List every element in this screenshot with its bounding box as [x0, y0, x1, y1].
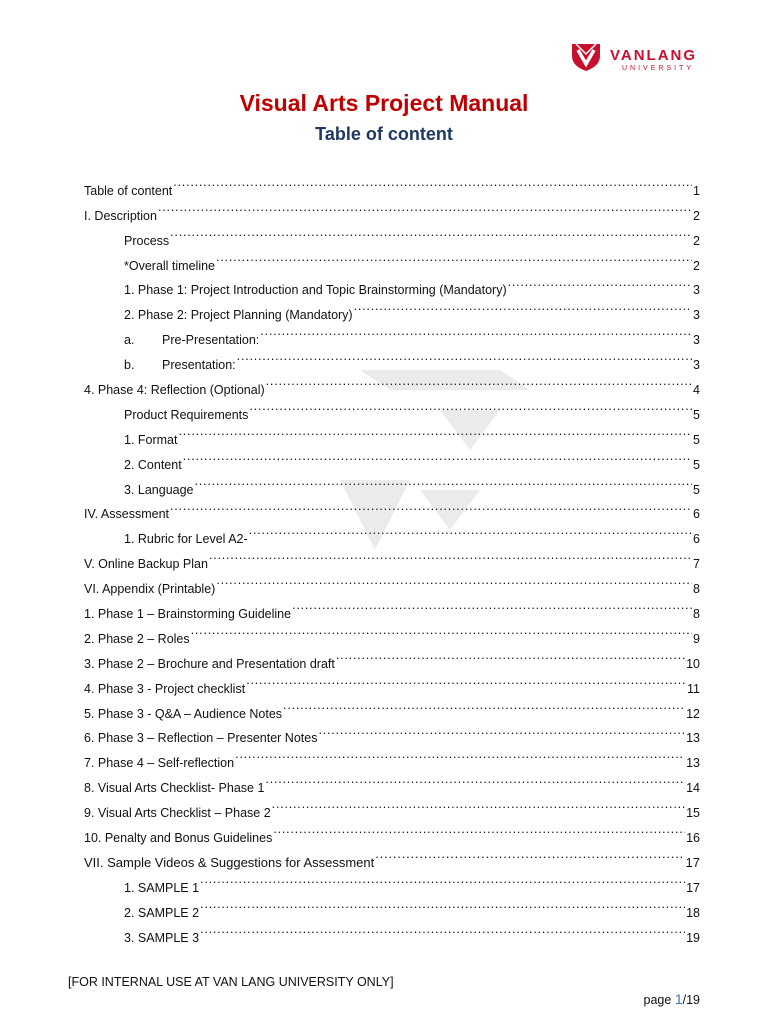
toc-entry-page: 1: [693, 183, 700, 198]
toc-entry-title: 8. Visual Arts Checklist- Phase 1: [84, 781, 265, 796]
toc-entry-page: 6: [693, 507, 700, 522]
toc-dot-leader: [246, 668, 686, 693]
toc-entry-title: 7. Phase 4 – Self-reflection: [84, 756, 235, 771]
toc-entry-title: 2. SAMPLE 2: [124, 905, 200, 920]
toc-dot-leader: [249, 394, 692, 419]
toc-dot-leader: [170, 494, 692, 519]
toc-dot-leader: [292, 593, 692, 618]
toc-entry-title: I. Description: [84, 208, 157, 223]
toc-entry-title: IV. Assessment: [84, 507, 169, 522]
toc-dot-leader: [183, 444, 692, 469]
toc-entry-page: 12: [686, 706, 700, 721]
toc-entry-page: 4: [693, 383, 700, 398]
toc-entry-title: 6. Phase 3 – Reflection – Presenter Notes: [84, 731, 318, 746]
toc-entry-page: 11: [687, 681, 700, 696]
toc-entry-title: 2. Phase 2 – Roles: [84, 631, 190, 646]
toc-entry-title: 3. Phase 2 – Brochure and Presentation draft: [84, 656, 335, 671]
toc-dot-leader: [191, 618, 692, 643]
page-prefix: page: [643, 993, 675, 1007]
toc-dot-leader: [216, 245, 692, 270]
toc-heading: Table of content: [315, 124, 453, 144]
toc-entry-marker: b.: [124, 358, 135, 373]
logo-name: VANLANG: [610, 47, 698, 64]
toc-entry-page: 8: [693, 607, 700, 622]
toc-dot-leader: [265, 767, 685, 792]
toc-dot-leader: [200, 867, 685, 892]
logo-subtitle: UNIVERSITY: [622, 65, 695, 72]
toc-dot-leader: [266, 369, 692, 394]
toc-entry-title: V. Online Backup Plan: [84, 557, 208, 572]
page-current: 1: [674, 991, 683, 1007]
toc-dot-leader: [237, 344, 692, 369]
toc-dot-leader: [195, 469, 693, 494]
toc-entry-title: Pre-Presentation:: [162, 333, 260, 348]
page-total: /19: [682, 993, 700, 1007]
toc-dot-leader: [272, 792, 685, 817]
toc-entry-page: 2: [693, 208, 700, 223]
toc-entry-title: 2. Phase 2: Project Planning (Mandatory): [124, 308, 353, 323]
shield-logo-icon: [570, 42, 602, 72]
toc-entry-page: 16: [686, 831, 700, 846]
toc-entry-title: Table of content: [84, 183, 173, 198]
toc-entry-page: 14: [686, 781, 700, 796]
toc-dot-leader: [158, 195, 692, 220]
toc-entry-page: 15: [686, 806, 700, 821]
toc-entry[interactable]: [84, 220, 700, 248]
toc-entry-page: 2: [693, 233, 700, 248]
toc-entry-page: 10: [686, 656, 700, 671]
toc-dot-leader: [216, 568, 692, 593]
toc-entry-page: 18: [686, 905, 700, 920]
page-number: [644, 991, 700, 1007]
toc-entry[interactable]: [84, 518, 700, 547]
toc-entry-title: *Overall timeline: [124, 258, 216, 273]
toc-entry-title: 1. Phase 1 – Brainstorming Guideline: [84, 607, 292, 622]
toc-dot-leader: [170, 220, 692, 245]
toc-entry-title: 2. Content: [124, 457, 182, 472]
toc-entry-page: 13: [686, 731, 700, 746]
toc-entry-page: 8: [693, 582, 700, 597]
toc-dot-leader: [508, 270, 692, 295]
toc-dot-leader: [273, 817, 685, 842]
toc-entry-page: 2: [693, 258, 700, 273]
toc-entry[interactable]: [84, 170, 700, 198]
toc-dot-leader: [260, 319, 692, 344]
toc-dot-leader: [318, 718, 685, 743]
toc-entry-title: 1. SAMPLE 1: [124, 880, 200, 895]
toc-entry-title: 3. SAMPLE 3: [124, 930, 200, 945]
toc-entry-page: 3: [693, 308, 700, 323]
toc-dot-leader: [283, 693, 685, 718]
toc-entry-page: 5: [693, 482, 700, 497]
toc-entry-title: 1. Format: [124, 432, 178, 447]
toc-entry-page: 5: [693, 432, 700, 447]
toc-entry-title: VI. Appendix (Printable): [84, 582, 216, 597]
toc-dot-leader: [200, 892, 685, 917]
university-logo: [570, 42, 710, 78]
toc-entry-page: 5: [693, 407, 700, 422]
toc-dot-leader: [173, 170, 692, 195]
toc-entry[interactable]: [84, 195, 700, 223]
toc-dot-leader: [235, 742, 685, 767]
toc-entry-title: 9. Visual Arts Checklist – Phase 2: [84, 806, 271, 821]
toc-entry-title: Product Requirements: [124, 407, 249, 422]
toc-entry[interactable]: [84, 245, 700, 273]
toc-dot-leader: [375, 842, 684, 867]
toc-entry-page: 17: [685, 854, 700, 870]
toc-entry-marker: a.: [124, 333, 135, 348]
toc-entry-page: 3: [693, 333, 700, 348]
toc-entry-title: 10. Penalty and Bonus Guidelines: [84, 831, 273, 846]
toc-entry-title: 3. Language: [124, 482, 194, 497]
toc-entry-title: VII. Sample Videos & Suggestions for Assessment: [84, 854, 375, 870]
toc-entry-page: 17: [686, 880, 700, 895]
toc-dot-leader: [179, 419, 693, 444]
toc-entry-page: 3: [693, 358, 700, 373]
toc-entry-page: 7: [693, 557, 700, 572]
toc-entry-title: 5. Phase 3 - Q&A – Audience Notes: [84, 706, 283, 721]
toc-dot-leader: [209, 543, 692, 568]
toc-entry-title: 1. Rubric for Level A2-: [124, 532, 248, 547]
toc-entry-title: 4. Phase 4: Reflection (Optional): [84, 383, 265, 398]
toc-entry-page: 13: [686, 756, 700, 771]
table-of-contents: [84, 170, 700, 945]
toc-dot-leader: [336, 643, 685, 668]
toc-entry-page: 19: [686, 930, 700, 945]
document-title: Visual Arts Project Manual: [239, 90, 529, 116]
toc-entry-page: 6: [693, 532, 700, 547]
toc-dot-leader: [249, 518, 692, 543]
toc-entry-title: 4. Phase 3 - Project checklist: [84, 681, 246, 696]
toc-entry-page: 9: [693, 631, 700, 646]
toc-entry-page: 5: [693, 457, 700, 472]
toc-entry-title: Process: [124, 233, 170, 248]
toc-entry-title: Presentation:: [162, 358, 236, 373]
toc-dot-leader: [200, 917, 685, 942]
toc-entry-title: 1. Phase 1: Project Introduction and Topic Brainstorming (Mandatory): [124, 283, 507, 298]
toc-entry-page: 3: [693, 283, 700, 298]
footer-note: [FOR INTERNAL USE AT VAN LANG UNIVERSITY ONLY]: [68, 975, 394, 989]
toc-dot-leader: [354, 294, 692, 319]
toc-entry[interactable]: [84, 494, 700, 522]
